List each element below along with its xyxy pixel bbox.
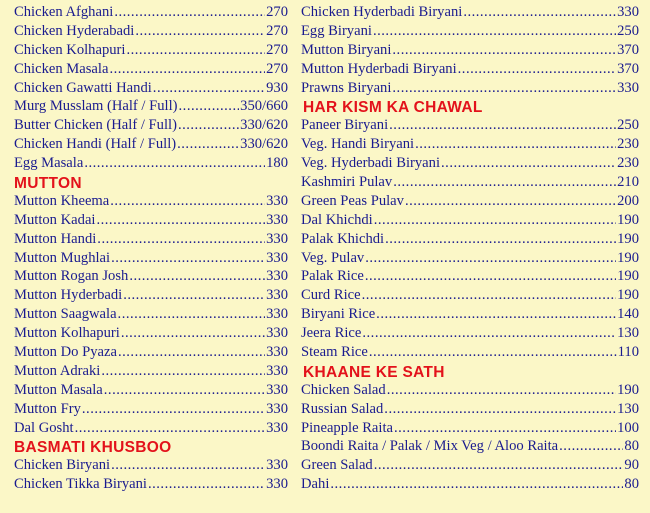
dot-leader: [385, 231, 616, 248]
dot-leader: [393, 174, 616, 191]
menu-item-egg-biryani: [301, 23, 639, 42]
menu-item-price: 110: [617, 344, 639, 361]
dot-leader: [458, 61, 616, 78]
menu-item-dal-gosht: [14, 420, 288, 439]
menu-item-mutton-hyderbadi: [14, 287, 288, 306]
menu-item-price: 330: [617, 79, 639, 96]
dot-leader: [153, 80, 265, 97]
menu-item-price: 80: [624, 438, 639, 455]
menu-item-name: Chicken Tikka Biryani: [14, 476, 147, 493]
menu-item-palak-khichdi: [301, 231, 639, 250]
menu-item-chicken-biryani: [14, 457, 288, 476]
dot-leader: [463, 4, 616, 21]
dot-leader: [101, 363, 265, 380]
menu-item-price: 200: [617, 192, 639, 209]
menu-item-chicken-masala: [14, 61, 288, 80]
menu-item-chicken-tikka-biryani: [14, 476, 288, 495]
menu-item-price: 180: [266, 155, 288, 172]
menu-item-price: 250: [617, 22, 639, 39]
dot-leader: [179, 98, 240, 115]
dot-leader: [135, 23, 265, 40]
dot-leader: [441, 155, 616, 172]
section-heading-har-kism-ka-chawal: HAR KISM KA CHAWAL: [303, 99, 483, 117]
menu-item-price: 130: [617, 400, 639, 417]
menu-item-name: Chicken Hyderbadi Biryani: [301, 4, 463, 20]
dot-leader: [111, 250, 265, 267]
menu-item-price: 330: [266, 268, 288, 285]
menu-item-jeera-rice: [301, 325, 639, 344]
menu-item-price: 190: [617, 211, 639, 228]
dot-leader: [365, 250, 616, 267]
dot-leader: [104, 382, 265, 399]
dot-leader: [97, 231, 265, 248]
menu-column-right: [301, 4, 639, 495]
menu-item-chicken-kolhapuri: [14, 42, 288, 61]
menu-item-price: 270: [266, 4, 288, 20]
section-heading-basmati-khusboo: BASMATI KHUSBOO: [14, 439, 172, 457]
menu-item-name: Paneer Biryani: [301, 117, 389, 134]
dot-leader: [84, 155, 265, 172]
menu-item-price: 330: [266, 230, 288, 247]
section-heading-mutton: MUTTON: [14, 175, 82, 193]
menu-item-price: 370: [617, 60, 639, 77]
menu-item-mutton-hyderbadi-biryani: [301, 61, 639, 80]
dot-leader: [365, 268, 616, 285]
menu-item-price: 350/660: [240, 98, 288, 115]
menu-item-mutton-kolhapuri: [14, 325, 288, 344]
menu-item-palak-rice: [301, 268, 639, 287]
dot-leader: [559, 438, 623, 455]
menu-item-mutton-do-pyaza: [14, 344, 288, 363]
menu-item-price: 190: [617, 268, 639, 285]
dot-leader: [362, 287, 617, 304]
menu-item-name: Mutton Rogan Josh: [14, 268, 129, 285]
menu-item-price: 250: [617, 117, 639, 134]
menu-item-name: Mutton Biryani: [301, 41, 392, 58]
dot-leader: [110, 193, 265, 210]
menu-item-dal-khichdi: [301, 212, 639, 231]
menu-item-name: Mutton Fry: [14, 400, 81, 417]
menu-item-name: Russian Salad: [301, 400, 384, 417]
menu-item-name: Mutton Mughlai: [14, 249, 111, 266]
dot-leader: [369, 344, 617, 361]
dot-leader: [82, 401, 265, 418]
menu-item-boondi-raita-palak-mix-veg-aloo-raita: [301, 438, 639, 457]
menu-item-veg-handi-biryani: [301, 136, 639, 155]
menu-item-name: Mutton Masala: [14, 381, 103, 398]
menu-item-price: 270: [266, 60, 288, 77]
menu-item-name: Veg. Hyderbadi Biryani: [301, 155, 441, 172]
dot-leader: [118, 344, 265, 361]
menu-item-name: Curd Rice: [301, 287, 361, 304]
menu-item-mutton-adraki: [14, 363, 288, 382]
dot-leader: [148, 476, 265, 493]
menu-item-price: 330: [266, 344, 288, 361]
dot-leader: [373, 23, 616, 40]
menu-item-mutton-masala: [14, 382, 288, 401]
menu-item-name: Veg. Handi Biryani: [301, 136, 415, 153]
menu-item-name: Green Peas Pulav: [301, 192, 404, 209]
menu-item-name: Dal Khichdi: [301, 211, 373, 228]
menu-item-name: Butter Chicken (Half / Full): [14, 117, 177, 134]
menu-item-name: Palak Khichdi: [301, 230, 385, 247]
dot-leader: [392, 42, 616, 59]
menu-item-price: 190: [617, 287, 639, 304]
menu-item-name: Mutton Handi: [14, 230, 97, 247]
menu-item-mutton-handi: [14, 231, 288, 250]
menu-item-name: Boondi Raita / Palak / Mix Veg / Aloo Raita: [301, 438, 559, 455]
section-heading-khaane-ke-sath: KHAANE KE SATH: [303, 363, 445, 381]
menu-item-price: 330: [266, 306, 288, 323]
menu-item-chicken-salad: [301, 382, 639, 401]
menu-item-price: 230: [617, 136, 639, 153]
dot-leader: [415, 136, 616, 153]
dot-leader: [177, 136, 239, 153]
menu-item-veg-hyderbadi-biryani: [301, 155, 639, 174]
menu-item-price: 330/620: [240, 117, 288, 134]
menu-item-name: Chicken Kolhapuri: [14, 41, 126, 58]
dot-leader: [384, 401, 616, 418]
menu-item-name: Biryani Rice: [301, 306, 376, 323]
menu-item-name: Mutton Saagwala: [14, 306, 117, 323]
menu-item-mutton-rogan-josh: [14, 268, 288, 287]
dot-leader: [394, 420, 616, 437]
menu-item-price: 330: [617, 4, 639, 20]
menu-item-price: 330: [266, 457, 288, 474]
menu-item-name: Mutton Do Pyaza: [14, 344, 117, 361]
menu-item-name: Mutton Kolhapuri: [14, 325, 120, 342]
dot-leader: [374, 457, 624, 474]
menu-item-curd-rice: [301, 287, 639, 306]
menu-item-paneer-biryani: [301, 117, 639, 136]
menu-item-price: 330: [266, 381, 288, 398]
menu-item-name: Pineapple Raita: [301, 419, 393, 436]
menu-item-mutton-kadai: [14, 212, 288, 231]
menu-item-kashmiri-pulav: [301, 174, 639, 193]
menu-item-name: Egg Biryani: [301, 22, 372, 39]
dot-leader: [96, 212, 265, 229]
menu-item-chicken-hyderbadi-biryani: [301, 4, 639, 23]
menu-item-name: Chicken Hyderabadi: [14, 22, 135, 39]
menu-item-name: Chicken Gawatti Handi: [14, 79, 152, 96]
menu-item-name: Mutton Adraki: [14, 362, 101, 379]
dot-leader: [123, 287, 265, 304]
dot-leader: [362, 325, 616, 342]
menu-item-russian-salad: [301, 401, 639, 420]
menu-item-price: 370: [617, 41, 639, 58]
menu-item-price: 330: [266, 400, 288, 417]
menu-column-left: [14, 4, 288, 495]
menu-item-name: Green Salad: [301, 457, 373, 474]
menu-item-name: Mutton Hyderbadi Biryani: [301, 60, 457, 77]
menu-item-name: Palak Rice: [301, 268, 364, 285]
menu-item-name: Veg. Pulav: [301, 249, 365, 266]
menu-item-price: 140: [617, 306, 639, 323]
menu-item-egg-masala: [14, 155, 288, 174]
menu-item-name: Mutton Kadai: [14, 211, 96, 228]
dot-leader: [392, 80, 616, 97]
dot-leader: [75, 420, 266, 437]
menu-item-price: 330: [266, 419, 288, 436]
menu-item-mutton-kheema: [14, 193, 288, 212]
dot-leader: [389, 117, 616, 134]
dot-leader: [405, 193, 616, 210]
menu-item-price: 930: [266, 79, 288, 96]
menu-item-mutton-biryani: [301, 42, 639, 61]
dot-leader: [330, 476, 623, 493]
menu-item-steam-rice: [301, 344, 639, 363]
menu-item-name: Dal Gosht: [14, 419, 74, 436]
menu-item-biryani-rice: [301, 306, 639, 325]
dot-leader: [387, 382, 616, 399]
menu-item-name: Mutton Hyderbadi: [14, 287, 123, 304]
menu-item-murg-musslam-half-full: [14, 98, 288, 117]
menu-item-butter-chicken-half-full: [14, 117, 288, 136]
menu-item-name: Prawns Biryani: [301, 79, 392, 96]
menu-item-price: 130: [617, 325, 639, 342]
menu-item-prawns-biryani: [301, 80, 639, 99]
menu-item-name: Jeera Rice: [301, 325, 362, 342]
menu-item-price: 330: [266, 287, 288, 304]
menu-item-name: Steam Rice: [301, 344, 368, 361]
menu-item-price: 270: [266, 41, 288, 58]
menu-item-name: Chicken Afghani: [14, 4, 114, 20]
menu-item-price: 330: [266, 325, 288, 342]
menu-item-mutton-fry: [14, 401, 288, 420]
menu-item-chicken-gawatti-handi: [14, 80, 288, 99]
dot-leader: [121, 325, 265, 342]
dot-leader: [129, 268, 265, 285]
menu-item-price: 330: [266, 211, 288, 228]
dot-leader: [126, 42, 265, 59]
dot-leader: [178, 117, 239, 134]
dot-leader: [118, 306, 266, 323]
dot-leader: [111, 457, 265, 474]
menu-item-dahi: [301, 476, 639, 495]
dot-leader: [109, 61, 265, 78]
menu-item-price: 90: [624, 457, 639, 474]
menu-item-price: 330: [266, 362, 288, 379]
menu-item-veg-pulav: [301, 250, 639, 269]
menu-item-price: 330: [266, 249, 288, 266]
menu-item-price: 210: [617, 174, 639, 191]
menu-item-price: 330/620: [240, 136, 288, 153]
menu-item-price: 230: [617, 155, 639, 172]
dot-leader: [114, 4, 265, 21]
menu-item-price: 80: [624, 476, 639, 493]
menu-item-price: 330: [266, 192, 288, 209]
menu-item-price: 330: [266, 476, 288, 493]
menu-item-chicken-hyderabadi: [14, 23, 288, 42]
menu-item-green-salad: [301, 457, 639, 476]
menu-item-price: 190: [617, 381, 639, 398]
menu-item-name: Kashmiri Pulav: [301, 174, 393, 191]
menu-item-name: Chicken Handi (Half / Full): [14, 136, 177, 153]
dot-leader: [374, 212, 616, 229]
menu-item-mutton-saagwala: [14, 306, 288, 325]
menu-item-price: 190: [617, 230, 639, 247]
menu-item-name: Murg Musslam (Half / Full): [14, 98, 178, 115]
menu-item-green-peas-pulav: [301, 193, 639, 212]
menu-item-chicken-handi-half-full: [14, 136, 288, 155]
menu-item-name: Chicken Masala: [14, 60, 109, 77]
menu-item-name: Egg Masala: [14, 155, 84, 172]
dot-leader: [376, 306, 616, 323]
menu-item-name: Mutton Kheema: [14, 192, 110, 209]
menu-item-price: 190: [617, 249, 639, 266]
menu-item-name: Chicken Salad: [301, 381, 386, 398]
menu-item-price: 270: [266, 22, 288, 39]
menu-item-price: 100: [617, 419, 639, 436]
menu-item-mutton-mughlai: [14, 250, 288, 269]
menu-item-name: Dahi: [301, 476, 330, 493]
menu-item-chicken-afghani: [14, 4, 288, 23]
menu-item-pineapple-raita: [301, 420, 639, 439]
menu-item-name: Chicken Biryani: [14, 457, 111, 474]
